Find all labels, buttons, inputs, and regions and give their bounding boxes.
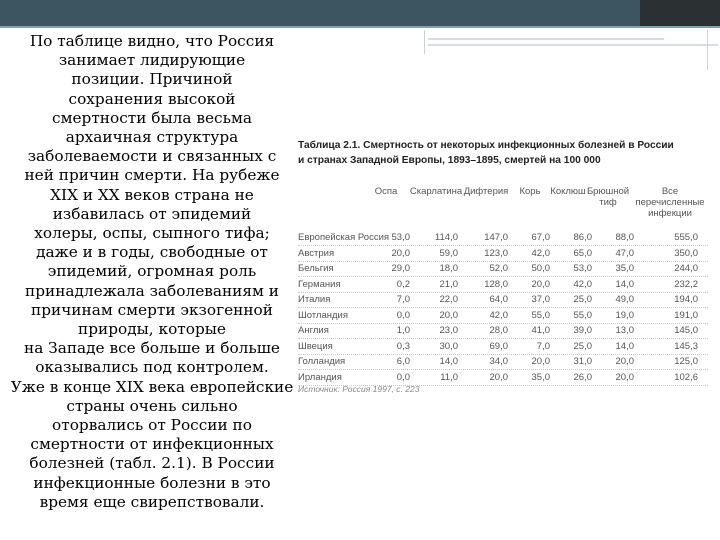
decor-line-2	[428, 44, 718, 46]
row-country: Шотландия	[298, 309, 348, 321]
table-cell: 20,0	[531, 278, 550, 290]
table-cell: 114,0	[434, 232, 458, 243]
row-divider	[298, 307, 708, 308]
table-cell: 88,0	[615, 232, 634, 243]
table-cell: 37,0	[531, 294, 550, 305]
table-title	[298, 138, 718, 168]
table-cell: 244,0	[674, 263, 698, 274]
table-cell: 59,0	[439, 247, 458, 259]
table-cell: 39,0	[573, 325, 592, 336]
paragraph-line: избавилась от эпидемий	[52, 204, 252, 223]
row-country: Швеция	[298, 340, 333, 352]
paragraph-line: оказывались под контролем.	[35, 358, 269, 377]
paragraph-line: страны очень сильно	[66, 396, 238, 415]
paragraph-line: смертности была весьма	[52, 108, 252, 127]
paragraph-line: даже и в годы, свободные от	[36, 243, 268, 262]
paragraph-line: занимает лидирующие	[58, 51, 246, 70]
column-header: Все	[661, 186, 679, 197]
table-cell: 47,0	[615, 247, 634, 259]
paragraph-line: XIX и XX веков страна не	[50, 185, 254, 204]
title-bar	[0, 0, 720, 26]
paragraph-line: Уже в конце XIX века европейские	[10, 377, 294, 396]
table-cell: 49,0	[615, 294, 634, 305]
table-cell: 53,0	[391, 232, 410, 243]
row-country: Ирландия	[298, 371, 342, 383]
paragraph-line: ней причин смерти. На рубеже	[24, 166, 280, 185]
paragraph-line: холеры, оспы, сыпного тифа;	[34, 224, 270, 243]
title-bar-corner	[640, 0, 720, 26]
table-cell: 20,0	[489, 371, 508, 383]
paragraph-line: По таблице видно, что Россия	[29, 32, 275, 50]
title-bar-accent	[0, 26, 720, 28]
table-cell: 18,0	[439, 263, 458, 274]
row-country: Голландия	[298, 356, 346, 367]
table-cell: 20,0	[391, 247, 410, 259]
paragraph-line: инфекционные болезни в это	[33, 473, 271, 492]
row-divider	[298, 354, 708, 355]
row-divider	[298, 338, 708, 339]
table-cell: 55,0	[573, 309, 592, 321]
table-cell: 64,0	[489, 294, 508, 305]
paragraph-line: эпидемий, огромная роль	[47, 262, 257, 281]
column-header: Оспа	[374, 186, 398, 197]
table-cell: 25,0	[573, 294, 592, 305]
paragraph-line: на Западе все больше и больше	[24, 339, 280, 358]
table-cell: 20,0	[531, 356, 550, 367]
row-divider	[298, 369, 708, 370]
table-cell: 14,0	[439, 356, 458, 367]
column-header: Скарлатина	[409, 186, 463, 197]
table-cell: 145,3	[674, 340, 698, 352]
table-cell: 0,3	[396, 340, 410, 352]
row-divider	[298, 245, 708, 246]
table-cell: 19,0	[615, 309, 634, 321]
table-title-line-2: и странах Западной Европы, 1893–1895, смертей на 100 000	[298, 155, 601, 166]
paragraph-line: сохранения высокой	[68, 89, 236, 108]
table-cell: 6,0	[396, 356, 410, 367]
table-cell: 42,0	[573, 278, 592, 290]
table-cell: 69,0	[489, 340, 508, 352]
table-cell: 35,0	[531, 371, 550, 383]
table-cell: 31,0	[573, 356, 592, 367]
table-cell: 14,0	[615, 340, 634, 352]
table-cell: 7,0	[396, 294, 410, 305]
table-title-line-1: Таблица 2.1. Смертность от некоторых инфекционных болезней в России	[298, 140, 674, 151]
table-cell: 1,0	[396, 325, 410, 336]
table-cell: 86,0	[573, 232, 592, 243]
row-country: Европейская Россия	[298, 232, 390, 243]
paragraph-line: природы, которые	[78, 320, 226, 339]
table-cell: 42,0	[489, 309, 508, 321]
table-cell: 0,2	[396, 278, 410, 290]
table-cell: 11,0	[440, 371, 458, 383]
table-cell: 30,0	[439, 340, 458, 352]
paragraph-line: позиции. Причиной	[71, 70, 233, 89]
table-cell: 102,6	[674, 371, 698, 383]
table-cell: 22,0	[439, 294, 458, 305]
table-cell: 0,0	[396, 309, 410, 321]
mortality-table-figure	[298, 138, 718, 408]
table-cell: 29,0	[391, 263, 410, 274]
table-cell: 21,0	[439, 278, 458, 290]
table-cell: 191,0	[674, 309, 698, 321]
table-cell: 125,0	[674, 356, 698, 367]
table-cell: 35,0	[615, 263, 634, 274]
table-cell: 194,0	[674, 294, 698, 305]
table-cell: 34,0	[489, 356, 508, 367]
column-header: перечисленные	[635, 197, 705, 208]
paragraph-line: болезней (табл. 2.1). В России	[29, 454, 275, 473]
row-country: Италия	[298, 294, 331, 305]
table-cell: 41,0	[531, 325, 550, 336]
table-cell: 53,0	[573, 263, 592, 274]
column-header: Коклюш	[550, 186, 586, 197]
row-country: Австрия	[298, 247, 335, 259]
decor-vertical-2	[707, 30, 708, 70]
row-country: Англия	[298, 325, 329, 336]
paragraph-line: архаичная структура	[65, 128, 239, 147]
table-cell: 13,0	[615, 325, 634, 336]
paragraph-line: время еще свирепствовали.	[39, 492, 265, 511]
table-cell: 555,0	[674, 232, 698, 243]
column-header: инфекции	[648, 208, 692, 219]
table-cell: 52,0	[489, 263, 508, 274]
table-cell: 50,0	[531, 263, 550, 274]
table-cell: 147,0	[484, 232, 508, 243]
body-paragraph	[8, 32, 296, 512]
table-cell: 0,0	[396, 371, 410, 383]
table-cell: 28,0	[489, 325, 508, 336]
table-cell: 25,0	[573, 340, 592, 352]
column-header: Брюшной	[586, 186, 630, 197]
table-cell: 65,0	[573, 247, 592, 259]
paragraph-line: заболеваемости и связанных с	[27, 147, 277, 166]
row-divider	[298, 276, 708, 277]
table-cell: 26,0	[573, 371, 592, 383]
table-cell: 42,0	[531, 247, 550, 259]
paragraph-line: смертности от инфекционных	[30, 435, 274, 454]
table-cell: 14,0	[615, 278, 634, 290]
table-cell: 20,0	[615, 371, 634, 383]
row-country: Бельгия	[298, 263, 334, 274]
table-cell: 55,0	[531, 309, 550, 321]
column-header: Корь	[519, 186, 541, 197]
row-divider	[298, 323, 708, 324]
paragraph-line: причинам смерти экзогенной	[31, 300, 273, 319]
paragraph-line: оторвались от России по	[52, 416, 252, 435]
row-divider	[298, 261, 708, 262]
table-cell: 145,0	[674, 325, 698, 336]
decor-line-1	[428, 38, 664, 40]
table-cell: 123,0	[484, 247, 508, 259]
paragraph-line: принадлежала заболеваниям и	[25, 281, 279, 300]
table-cell: 67,0	[531, 232, 550, 243]
column-header: тиф	[599, 197, 617, 208]
table-cell: 23,0	[439, 325, 458, 336]
column-header: Дифтерия	[463, 186, 509, 197]
table-cell: 20,0	[615, 356, 634, 367]
table-cell: 20,0	[439, 309, 458, 321]
row-country: Германия	[298, 278, 341, 290]
table-source: Источник: Россия 1997, с. 223	[298, 384, 420, 394]
decor-vertical-1	[424, 30, 425, 54]
table-cell: 350,0	[674, 247, 698, 259]
row-divider	[298, 292, 708, 293]
table-cell: 128,0	[484, 278, 508, 290]
table-cell: 232,2	[674, 278, 698, 290]
table-cell: 7,0	[536, 340, 550, 352]
